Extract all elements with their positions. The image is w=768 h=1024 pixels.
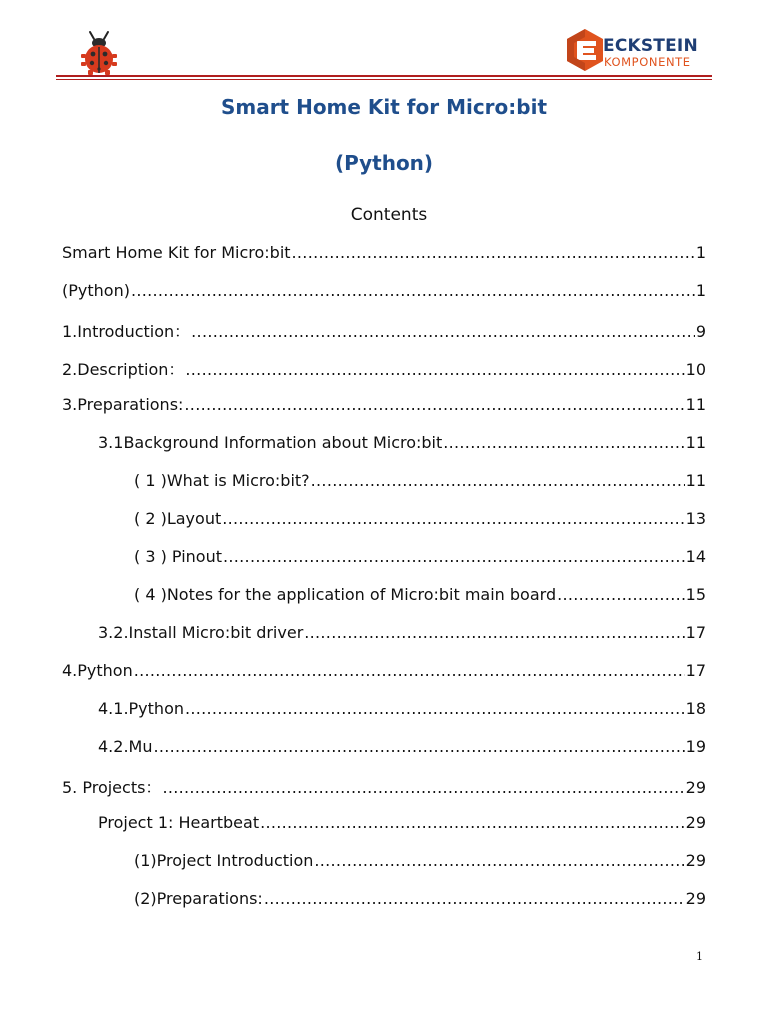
- toc-entry-title: Project 1: Heartbeat: [98, 813, 260, 832]
- toc-entry-title: ( 2 )Layout: [134, 509, 222, 528]
- toc-entry-page: 13: [685, 509, 706, 528]
- toc-entry[interactable]: [134, 509, 706, 533]
- contents-heading: Contents: [350, 205, 428, 225]
- toc-entry-page: 29: [685, 889, 706, 908]
- toc-leader-dots: [223, 547, 685, 566]
- toc-entry-title: 1.Introduction：: [62, 322, 191, 341]
- header-rule-thick: [56, 75, 712, 77]
- toc-entry-title: (1)Project Introduction: [134, 851, 314, 870]
- page-header: [0, 0, 768, 80]
- toc-leader-dots: [191, 322, 695, 341]
- toc-entry-page: 19: [685, 737, 706, 756]
- toc-entry-page: 29: [685, 778, 706, 797]
- toc-leader-dots: [162, 778, 684, 797]
- toc-entry-title: 4.Python: [62, 661, 133, 680]
- toc-entry[interactable]: [134, 585, 706, 609]
- toc-entry-title: 4.2.Mu: [98, 737, 153, 756]
- toc-leader-dots: [131, 281, 695, 300]
- toc-entry[interactable]: [62, 243, 706, 267]
- toc-entry-title: ( 3 ) Pinout: [134, 547, 223, 566]
- toc-entry-page: 11: [685, 433, 706, 452]
- toc-entry-page: 29: [685, 813, 706, 832]
- toc-entry-title: Smart Home Kit for Micro:bit: [62, 243, 291, 262]
- toc-entry[interactable]: [134, 547, 706, 571]
- toc-entry[interactable]: [98, 699, 706, 723]
- toc-entry[interactable]: [134, 889, 706, 913]
- toc-entry-page: 18: [685, 699, 706, 718]
- page-number: 1: [696, 950, 703, 963]
- toc-entry-page: 14: [685, 547, 706, 566]
- toc-entry-page: 29: [685, 851, 706, 870]
- toc-leader-dots: [557, 585, 685, 604]
- eckstein-logo: [566, 28, 716, 72]
- toc-entry-page: 17: [685, 661, 706, 680]
- toc-entry[interactable]: [98, 433, 706, 457]
- toc-entry-title: 3.2.Install Micro:bit driver: [98, 623, 304, 642]
- document-title: Smart Home Kit for Micro:bit: [220, 95, 548, 119]
- toc-leader-dots: [264, 889, 685, 908]
- toc-entry-title: ( 1 )What is Micro:bit?: [134, 471, 310, 490]
- toc-entry[interactable]: [98, 813, 706, 837]
- toc-entry-title: (Python): [62, 281, 130, 300]
- toc-leader-dots: [304, 623, 684, 642]
- toc-leader-dots: [443, 433, 684, 452]
- logo-line2: KOMPONENTE: [604, 55, 691, 69]
- toc-entry[interactable]: [62, 281, 706, 305]
- toc-leader-dots: [311, 471, 685, 490]
- toc-entry[interactable]: [62, 661, 706, 685]
- toc-entry[interactable]: [62, 395, 706, 419]
- ladybug-logo-icon: [78, 30, 120, 76]
- toc-leader-dots: [184, 395, 684, 414]
- toc-leader-dots: [292, 243, 695, 262]
- toc-leader-dots: [222, 509, 684, 528]
- toc-entry-title: 5. Projects：: [62, 778, 162, 797]
- header-rule-thin: [56, 79, 712, 80]
- logo-line1: ECKSTEIN: [603, 36, 698, 56]
- toc-entry-page: 1: [695, 281, 706, 300]
- toc-entry[interactable]: [62, 319, 706, 343]
- toc-entry-title: (2)Preparations:: [134, 889, 263, 908]
- toc-entry-page: 11: [685, 471, 706, 490]
- toc-leader-dots: [153, 737, 684, 756]
- toc-entry-title: 4.1.Python: [98, 699, 184, 718]
- toc-entry[interactable]: [98, 623, 706, 647]
- toc-entry-page: 1: [695, 243, 706, 262]
- toc-entry[interactable]: [134, 851, 706, 875]
- toc-entry-title: 3.Preparations:: [62, 395, 184, 414]
- toc-entry[interactable]: [134, 471, 706, 495]
- toc-entry-title: 2.Description：: [62, 360, 185, 379]
- toc-entry[interactable]: [98, 737, 706, 761]
- toc-entry-page: 10: [685, 360, 706, 379]
- toc-leader-dots: [185, 699, 685, 718]
- toc-entry[interactable]: [62, 357, 706, 381]
- toc-leader-dots: [314, 851, 684, 870]
- toc-entry-page: 15: [685, 585, 706, 604]
- toc-entry-page: 17: [685, 623, 706, 642]
- eckstein-mark-icon: [566, 28, 604, 72]
- toc-entry-page: 9: [695, 322, 706, 341]
- toc-leader-dots: [260, 813, 685, 832]
- toc-entry-title: 3.1Background Information about Micro:bit: [98, 433, 443, 452]
- toc-leader-dots: [185, 360, 684, 379]
- toc-entry-title: ( 4 )Notes for the application of Micro:bit main board: [134, 585, 557, 604]
- toc-leader-dots: [134, 661, 685, 680]
- toc-entry-page: 11: [685, 395, 706, 414]
- toc-entry[interactable]: [62, 775, 706, 799]
- document-subtitle: (Python): [334, 151, 434, 175]
